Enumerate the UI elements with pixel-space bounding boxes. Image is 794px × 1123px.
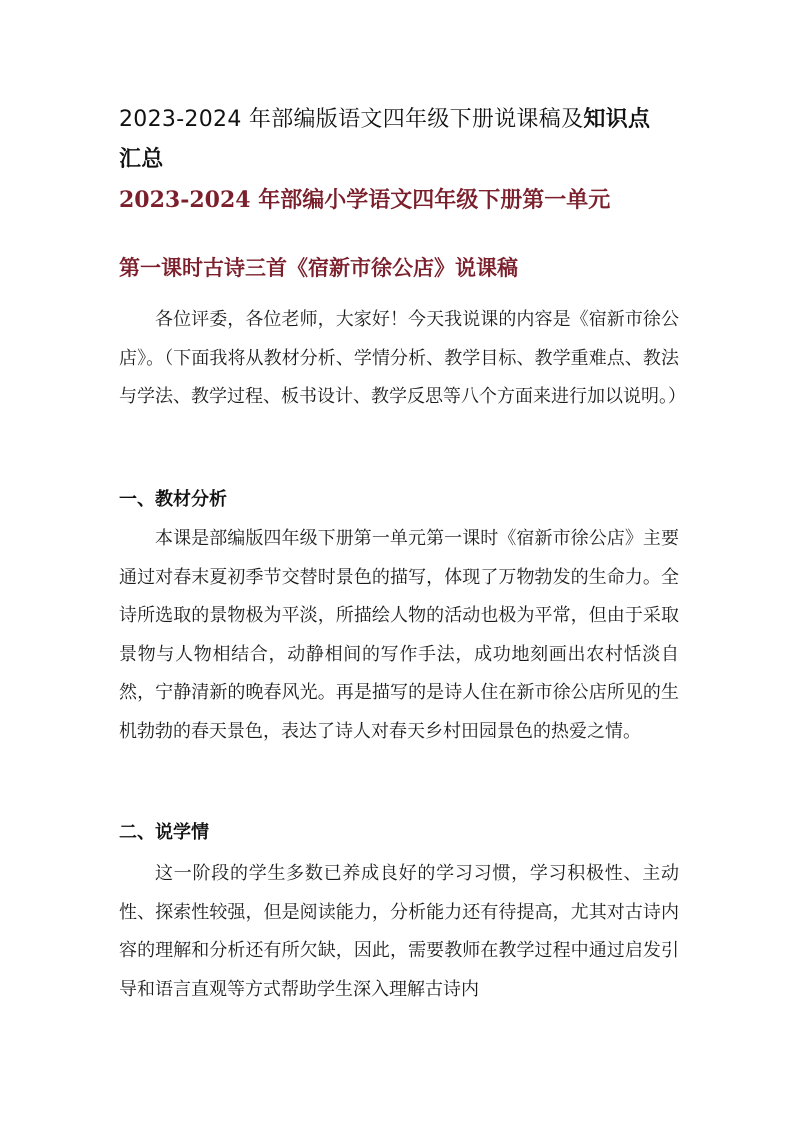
title-bold: 知识点 [583, 107, 651, 132]
lesson-title: 第一课时古诗三首《宿新市徐公店》说课稿 [119, 256, 518, 280]
title-line2: 汇总 [119, 147, 164, 172]
document-title [119, 100, 679, 180]
section-heading-student-analysis: 二、说学情 [119, 822, 209, 843]
section-heading-textbook-analysis: 一、教材分析 [119, 489, 227, 510]
unit-subtitle: 2023-2024 年部编小学语文四年级下册第一单元 [119, 187, 611, 213]
intro-paragraph: 各位评委，各位老师，大家好！今天我说课的内容是《宿新市徐公店》。（下面我将从教材分析、学情分析、教学目标、教学重难点、教法与学法、教学过程、板书设计、教学反思等八个方面来进行加以说明。） [119, 309, 686, 407]
title-normal: 2023-2024 年部编版语文四年级下册说课稿及 [119, 107, 584, 132]
section-text-student-analysis: 这一阶段的学生多数已养成良好的学习习惯，学习积极性、主动性、探索性较强，但是阅读能力，分析能力还有待提高，尤其对古诗内容的理解和分析还有所欠缺，因此，需要教师在教学过程中通过启发引导和语言直观等方式帮助学生深入理解古诗内 [119, 863, 679, 1000]
section-text-textbook-analysis: 本课是部编版四年级下册第一单元第一课时《宿新市徐公店》主要通过对春末夏初季节交替时景色的描写，体现了万物勃发的生命力。全诗所选取的景物极为平淡，所描绘人物的活动也极为平常，但由于采取景物与人物相结合，动静相间的写作手法，成功地刻画出农村恬淡自然，宁静清新的晚春风光。再是描写的是诗人住在新市徐公店所见的生机勃勃的春天景色，表达了诗人对春天乡村田园景色的热爱之情。 [119, 528, 679, 742]
